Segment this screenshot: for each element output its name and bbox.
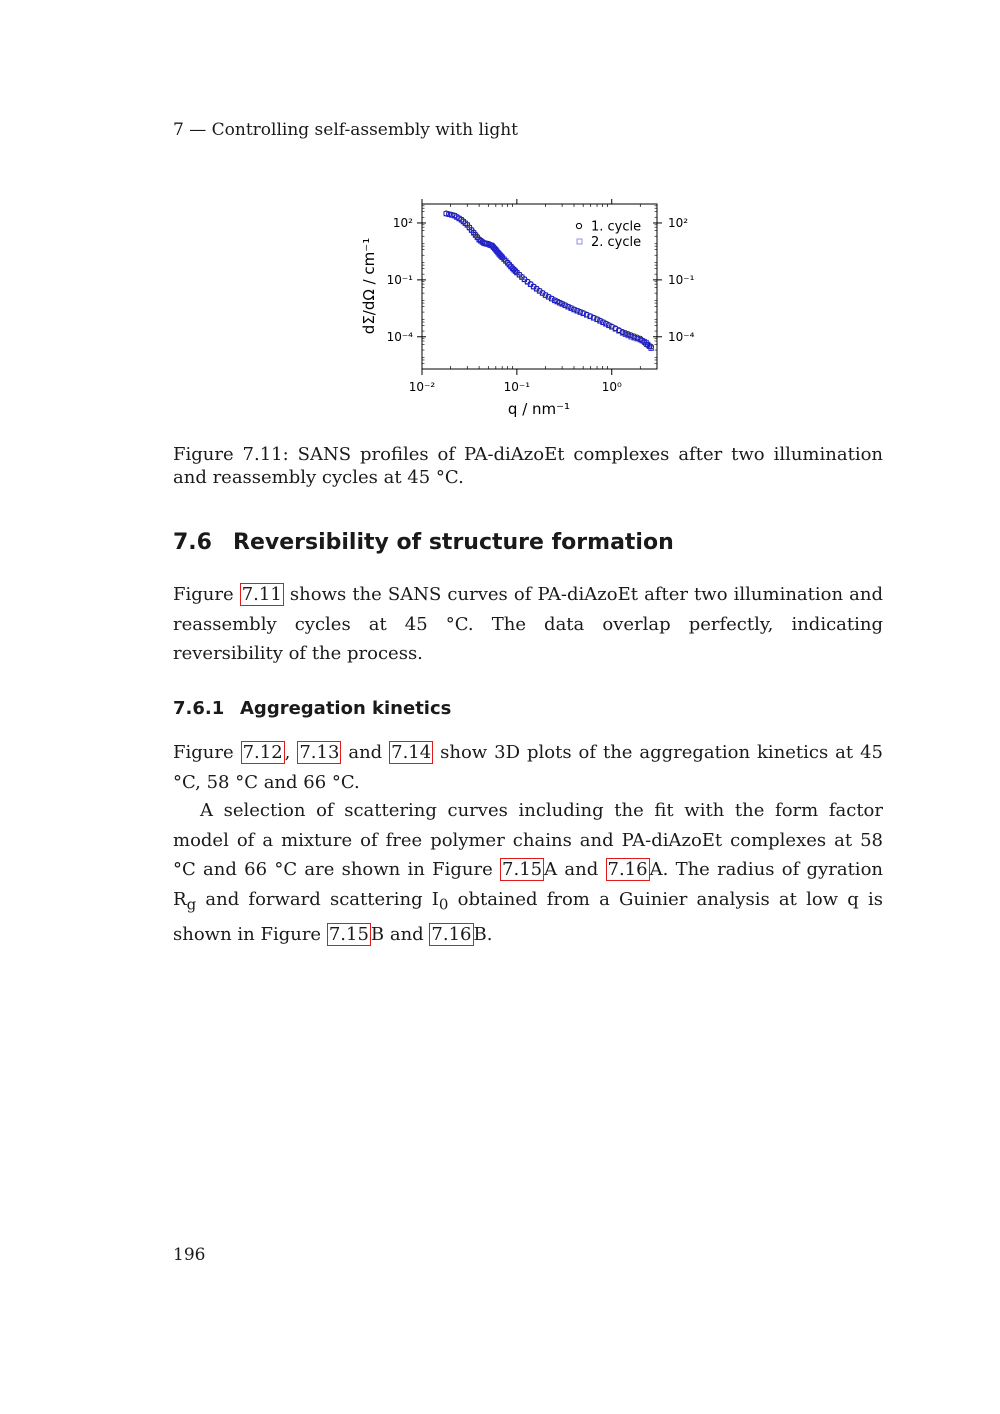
legend-marker-cycle-2 (577, 239, 582, 244)
section-number: 7.6 (173, 530, 212, 555)
figure-ref-link[interactable]: 7.15 (328, 923, 369, 945)
y-tick-label-right: 10⁻¹ (668, 272, 695, 287)
section-heading (173, 530, 674, 555)
x-axis-label: q / nm⁻¹ (507, 400, 571, 418)
subsection-number: 7.6.1 (173, 698, 225, 719)
text-run: B. (473, 923, 493, 945)
paragraph-reversibility (173, 580, 883, 669)
figure-ref-link[interactable]: 7.11 (241, 584, 282, 605)
text-run: shows the SANS curves of PA-diAzoEt after two illumination and reassembly cycles at 45 °C. The data overlap perfectly, indicating reversibility of the process. (173, 584, 884, 664)
y-tick-label-right: 10² (668, 215, 689, 230)
subscript: g (186, 895, 197, 914)
legend-label-cycle-1: 1. cycle (591, 219, 642, 235)
figure-ref-link[interactable]: 7.15 (502, 859, 543, 880)
y-axis-label: dΣ/dΩ / cm⁻¹ (360, 237, 378, 335)
section-title: Reversibility of structure formation (233, 530, 674, 555)
legend-label-cycle-2: 2. cycle (591, 235, 642, 250)
text-run: A and (544, 859, 606, 880)
y-tick-label-left: 10⁻¹ (386, 272, 413, 287)
text-run: , (284, 742, 298, 763)
figure-ref-link[interactable]: 7.14 (391, 742, 432, 763)
text-run: Figure (173, 584, 240, 605)
text-run: A selection of scattering curves including the fit with the form factor model of a mixture of free polymer chains and PA-diAzoEt complexes at 58 °C and 66 °C are shown in Figure (173, 800, 883, 880)
sans-chart (350, 188, 710, 423)
legend-marker-cycle-1 (576, 223, 581, 228)
paragraph-selection (173, 796, 883, 949)
subsection-title: Aggregation kinetics (240, 698, 452, 719)
figure-ref-link[interactable]: 7.16 (431, 923, 472, 945)
subsection-heading (173, 698, 451, 719)
text-run: and (341, 742, 390, 763)
text-run: and forward scattering I (196, 888, 439, 910)
legend (576, 220, 641, 251)
figure-ref-link[interactable]: 7.16 (607, 859, 648, 880)
text-run: obtained from a Guinier analysis at low q is shown in Figure (173, 888, 883, 945)
figure-7-11 (350, 188, 710, 423)
x-tick-label: 10⁻² (408, 380, 436, 394)
page-number: 196 (173, 1245, 206, 1265)
x-tick-label: 10⁰ (601, 380, 622, 394)
text-run: Figure (173, 742, 241, 763)
y-tick-label-left: 10⁻⁴ (386, 329, 413, 344)
tick-labels (387, 216, 695, 394)
figure-ref-link[interactable]: 7.12 (242, 742, 283, 763)
paragraph-kinetics (173, 738, 883, 797)
figure-caption: Figure 7.11: SANS profiles of PA-diAzoEt complexes after two illumination and reassembly cycles at 45 °C. (173, 444, 883, 488)
subscript: 0 (438, 895, 449, 914)
text-run: B and (370, 923, 430, 945)
text-run: show 3D plots of the aggregation kinetics at 45 °C, 58 °C and 66 °C. (173, 742, 883, 793)
running-head: 7 — Controlling self-assembly with light (173, 120, 519, 140)
y-tick-label-right: 10⁻⁴ (668, 329, 695, 344)
text-run: A. The radius of gyration R (173, 859, 883, 910)
y-tick-label-left: 10² (392, 215, 413, 230)
figure-ref-link[interactable]: 7.13 (299, 742, 340, 763)
x-tick-label: 10⁻¹ (503, 380, 531, 394)
